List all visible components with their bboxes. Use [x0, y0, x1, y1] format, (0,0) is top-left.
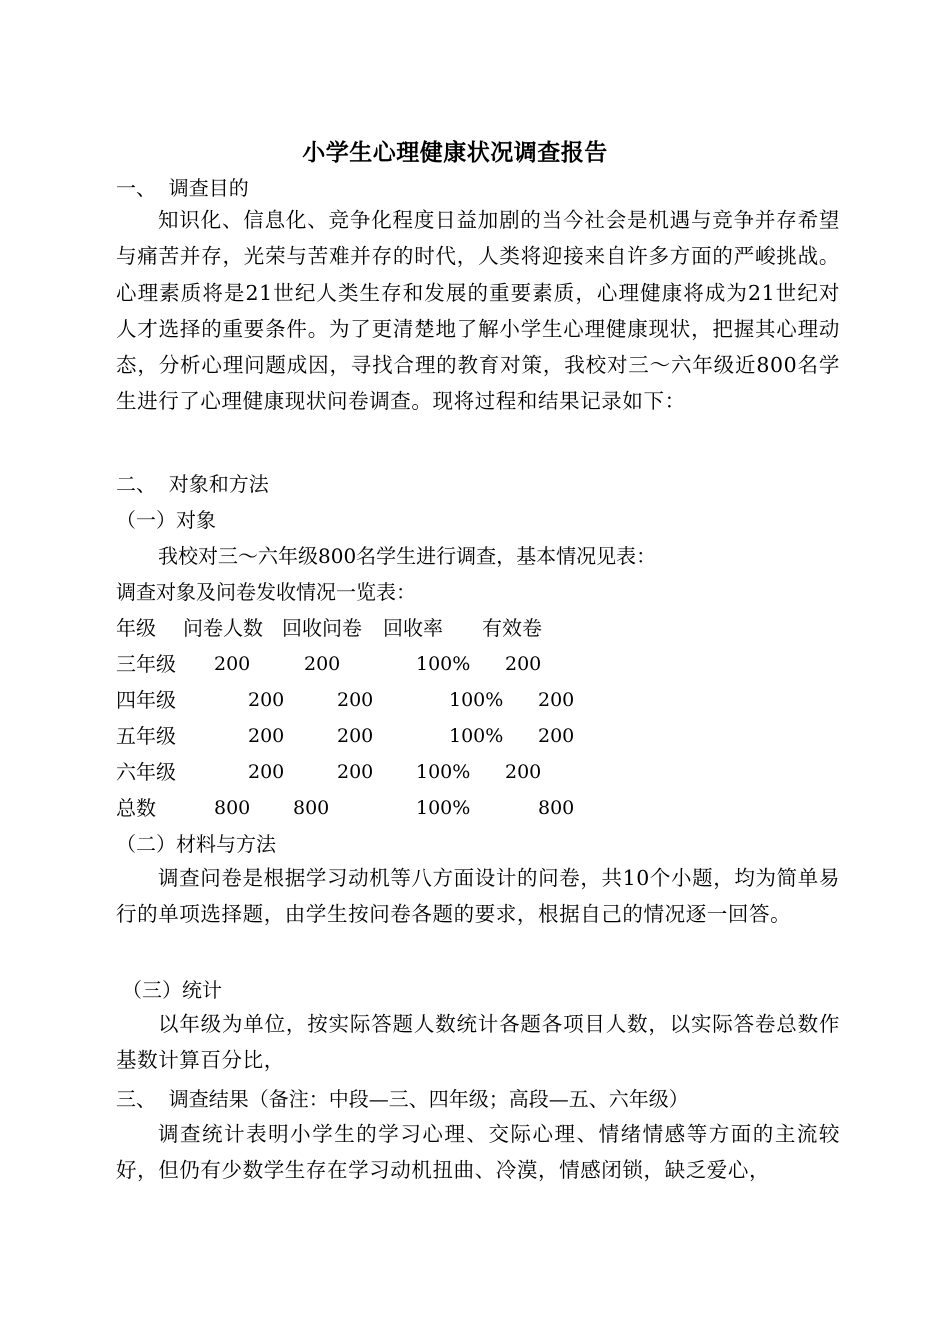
table-cell-grade: 六年级	[116, 760, 176, 784]
table-cell: 200	[538, 725, 575, 747]
table-cell: 200	[538, 689, 575, 711]
paragraph-results: 调查统计表明小学生的学习心理、交际心理、情绪情感等方面的主流较好，但仍有少数学生存在学习动机扭曲、冷漠，情感闭锁，缺乏爱心，	[116, 1122, 840, 1183]
table-cell: 100%	[416, 797, 471, 819]
table-cell: 200	[248, 725, 285, 747]
table-cell: 100%	[449, 689, 504, 711]
paragraph-purpose: 知识化、信息化、竞争化程度日益加剧的当今社会是机遇与竞争并存希望与痛苦并存，光荣与苦难并存的时代，人类将迎接来自许多方面的严峻挑战。心理素质将是21世纪人类生存和发展的重要素质，心理健康将成为21世纪对人才选择的重要条件。为了更清楚地了解小学生心理健康现状，把握其心理动态，分析心理问题成因，寻找合理的教育对策，我校对三～六年级近800名学生进行了心理健康现状问卷调查。现将过程和结果记录如下：	[116, 208, 840, 414]
table-cell: 200	[337, 761, 374, 783]
table-header-cell: 回收率	[383, 616, 443, 640]
section-heading-subjects-methods: 二、 对象和方法	[116, 472, 269, 496]
section-heading-results: 三、 调查结果（备注：中段—三、四年级；高段—五、六年级）	[116, 1087, 689, 1111]
table-cell: 200	[337, 725, 374, 747]
section-heading-purpose: 一、 调查目的	[116, 176, 249, 200]
subheading-materials-methods: （二）材料与方法	[116, 832, 276, 856]
table-cell: 100%	[449, 725, 504, 747]
subheading-subjects: （一）对象	[116, 508, 216, 532]
table-cell: 200	[337, 689, 374, 711]
paragraph-statistics: 以年级为单位，按实际答题人数统计各题各项目人数，以实际答卷总数作基数计算百分比，	[116, 1012, 840, 1073]
table-cell: 800	[293, 797, 330, 819]
table-cell: 800	[214, 797, 251, 819]
table-header-cell: 年级	[116, 616, 156, 640]
table-header-cell: 有效卷	[482, 616, 542, 640]
table-cell-grade: 五年级	[116, 724, 176, 748]
document-title: 小学生心理健康状况调查报告	[302, 140, 608, 166]
table-cell: 200	[214, 653, 251, 675]
table-cell: 100%	[416, 761, 471, 783]
table-caption: 调查对象及问卷发收情况一览表：	[116, 580, 416, 604]
table-header-cell: 问卷人数	[183, 616, 263, 640]
table-cell: 200	[505, 761, 542, 783]
table-cell: 800	[538, 797, 575, 819]
table-cell-grade: 总数	[116, 796, 156, 820]
table-header-cell: 回收问卷	[282, 616, 362, 640]
table-cell-grade: 四年级	[116, 688, 176, 712]
paragraph-subjects: 我校对三～六年级800名学生进行调查，基本情况见表：	[158, 544, 657, 568]
table-cell: 100%	[416, 653, 471, 675]
table-cell: 200	[248, 689, 285, 711]
table-cell-grade: 三年级	[116, 652, 176, 676]
subheading-statistics: （三）统计	[122, 978, 222, 1002]
table-cell: 200	[304, 653, 341, 675]
table-cell: 200	[505, 653, 542, 675]
paragraph-materials-methods: 调查问卷是根据学习动机等八方面设计的问卷，共10个小题，均为简单易行的单项选择题，由学生按问卷各题的要求，根据自己的情况逐一回答。	[116, 866, 840, 927]
table-cell: 200	[248, 761, 285, 783]
